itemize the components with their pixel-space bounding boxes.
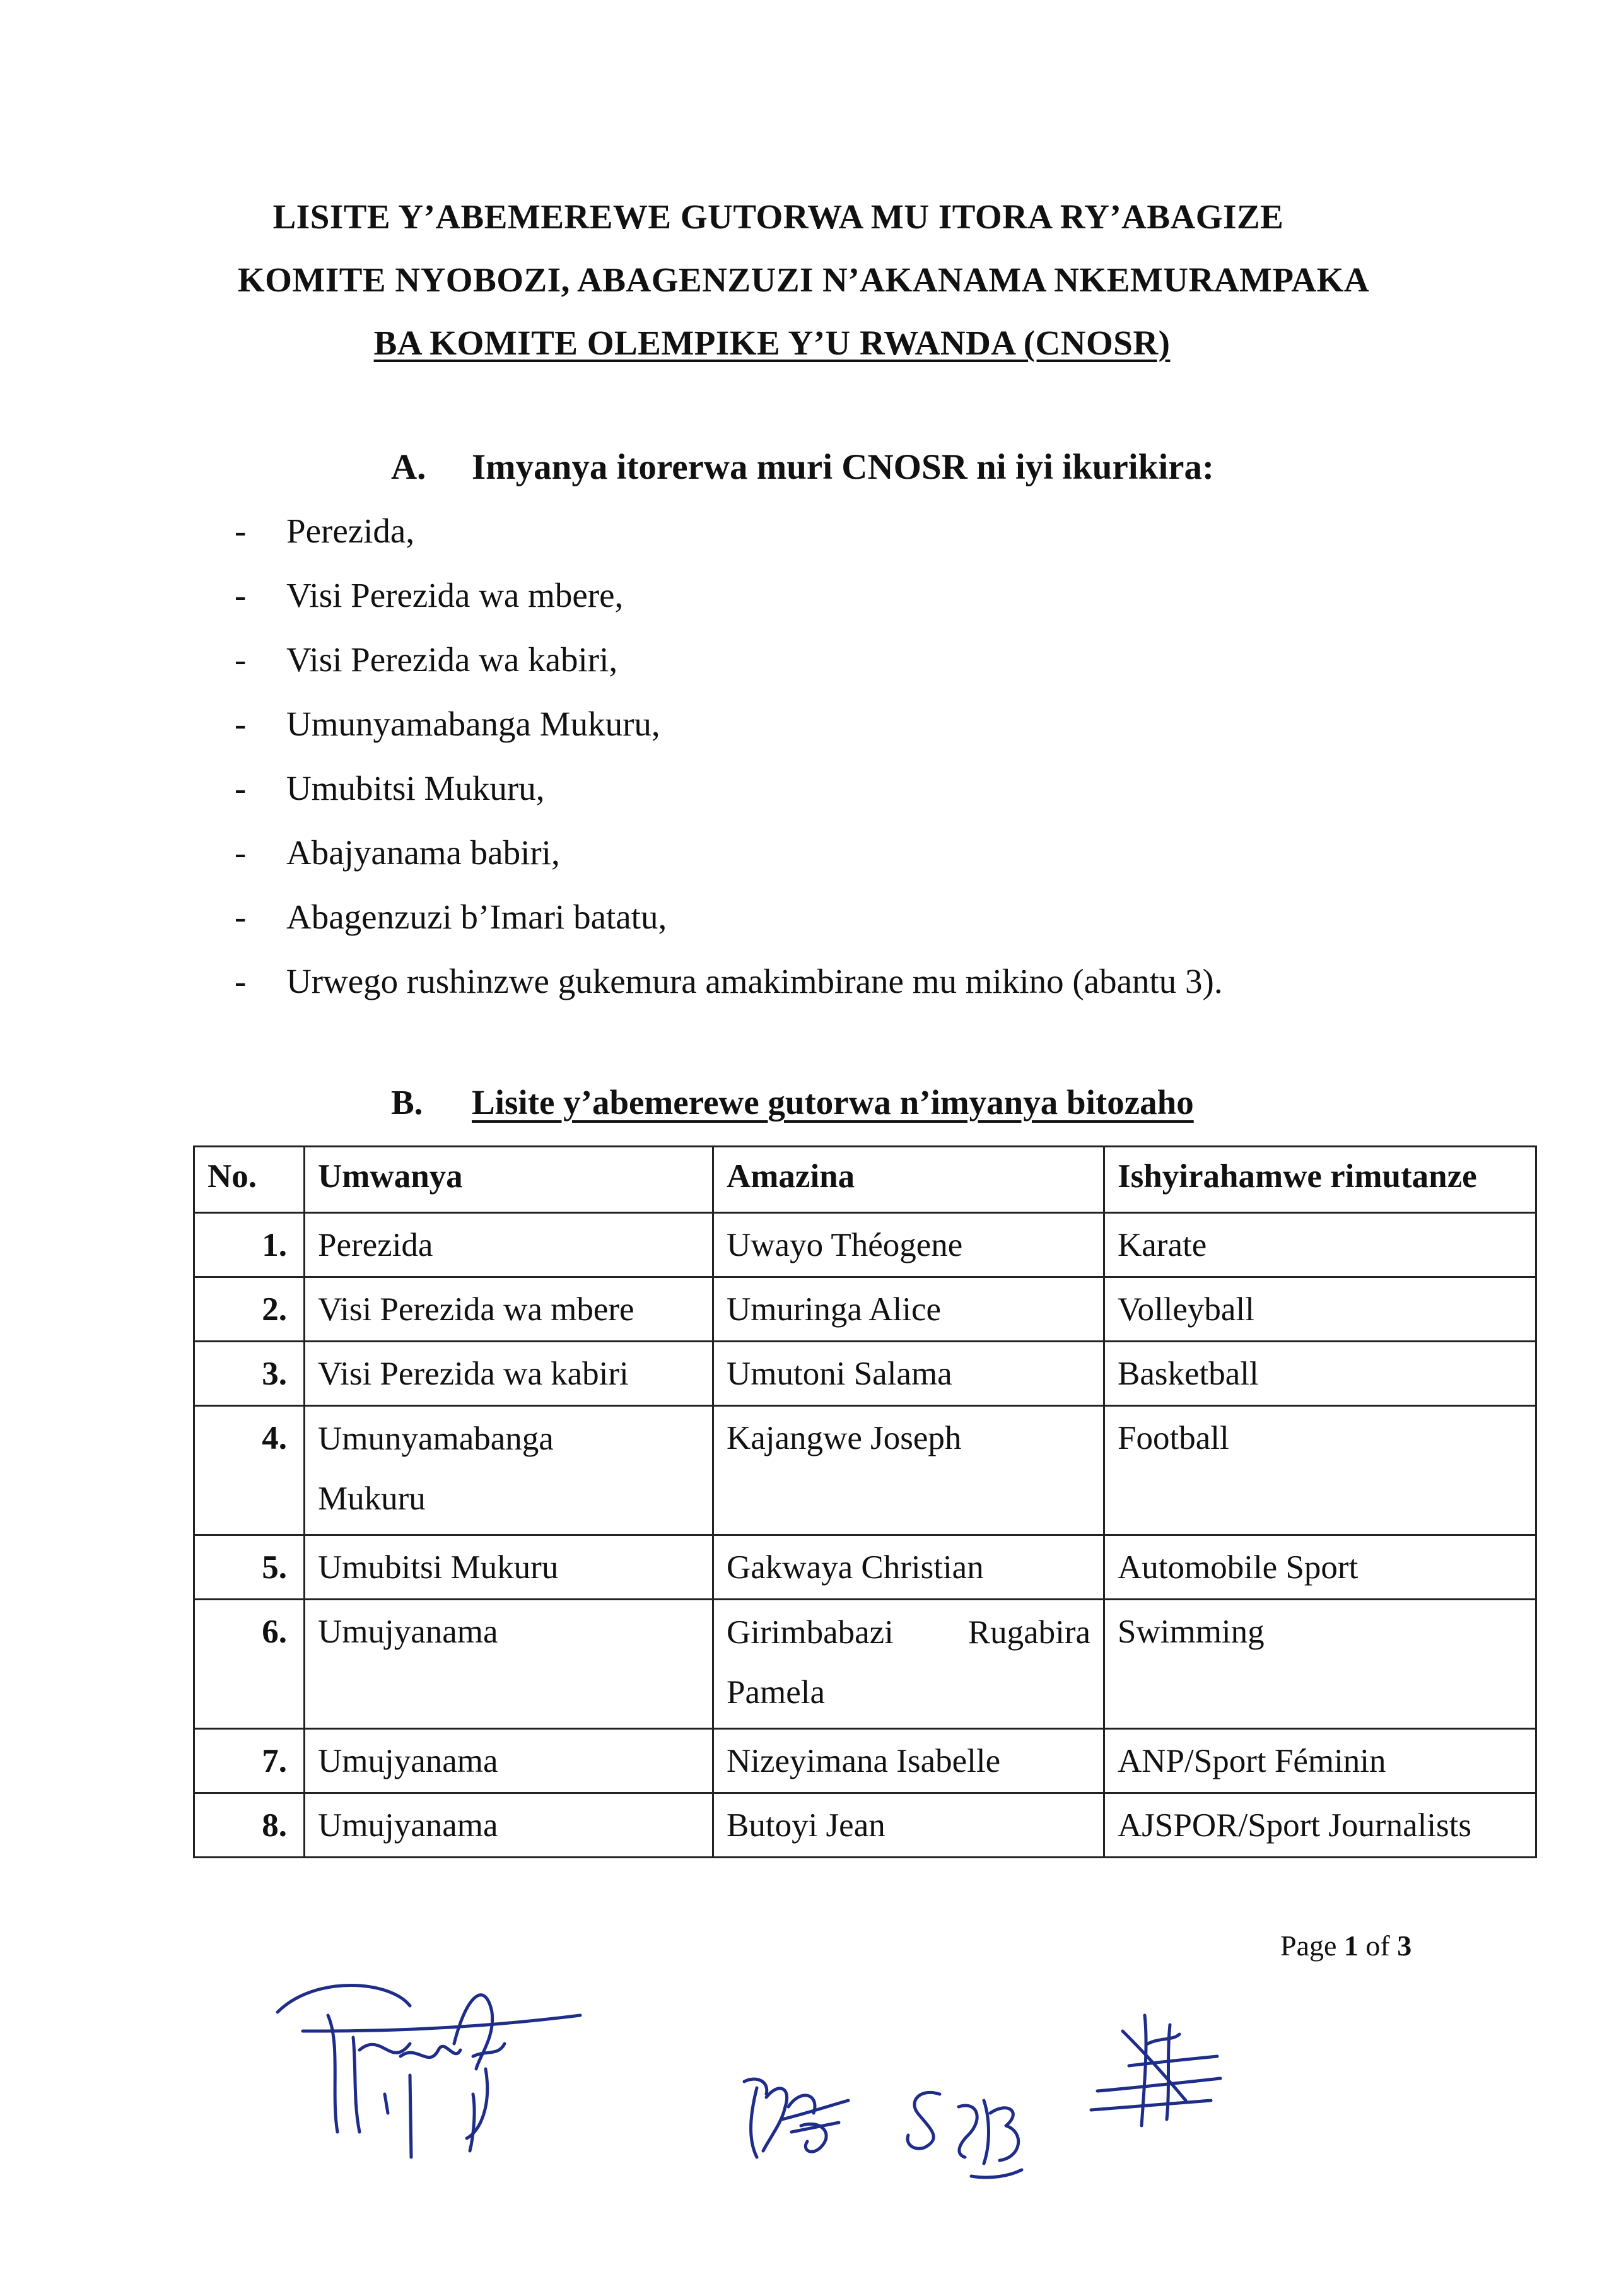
table-row (194, 1406, 1536, 1535)
cell-federation: Automobile Sport (1104, 1535, 1536, 1600)
list-item: - Abajyanama babiri, (235, 833, 560, 872)
cell-name: Gakwaya Christian (713, 1535, 1104, 1600)
section-a-heading-text: Imyanya itorerwa muri CNOSR ni iyi ikurikira: (472, 447, 1214, 487)
table-row (194, 1793, 1536, 1858)
cell-name: Umutoni Salama (713, 1342, 1104, 1406)
table-row (194, 1600, 1536, 1729)
cell-federation: AJSPOR/Sport Journalists (1104, 1793, 1536, 1858)
signature-3 (896, 2075, 1047, 2189)
signature-4 (1085, 2006, 1236, 2145)
cell-name: Nizeyimana Isabelle (713, 1729, 1104, 1793)
page-number: Page 1 of 3 (1280, 1930, 1412, 1962)
column-header-no: No. (194, 1147, 305, 1213)
list-item-text: Visi Perezida wa mbere, (286, 576, 624, 614)
section-b-label: B. (391, 1083, 423, 1122)
cell-position: Visi Perezida wa mbere (305, 1277, 713, 1342)
cell-position: Umujyanama (305, 1729, 713, 1793)
cell-position: Umujyanama (305, 1793, 713, 1858)
section-a-heading (391, 447, 1214, 488)
cell-position: Perezida (305, 1213, 713, 1277)
list-item-text: Umubitsi Mukuru, (286, 769, 545, 807)
column-header-name: Amazina (713, 1147, 1104, 1213)
cell-no: 3. (194, 1342, 305, 1406)
cell-position: Umunyamabanga Mukuru (305, 1406, 713, 1535)
cell-name: Butoyi Jean (713, 1793, 1104, 1858)
list-item: - Visi Perezida wa mbere, (235, 576, 624, 614)
signature-1 (265, 1968, 593, 2170)
table-row (194, 1535, 1536, 1600)
document-title-line-3-text: BA KOMITE OLEMPIKE Y’U RWANDA (CNOSR) (373, 324, 1171, 362)
cell-no: 1. (194, 1213, 305, 1277)
cell-federation: Basketball (1104, 1342, 1536, 1406)
cell-no: 5. (194, 1535, 305, 1600)
signature-2 (732, 2063, 858, 2170)
document-title-line-3 (0, 323, 1575, 363)
cell-federation: Football (1104, 1406, 1536, 1535)
table-row (194, 1729, 1536, 1793)
cell-federation: Swimming (1104, 1600, 1536, 1729)
table-row (194, 1213, 1536, 1277)
table-row (194, 1342, 1536, 1406)
cell-federation: Karate (1104, 1213, 1536, 1277)
list-item-text: Urwego rushinzwe gukemura amakimbirane mu mikino (abantu 3). (286, 962, 1223, 1000)
column-header-federation: Ishyirahamwe rimutanze (1104, 1147, 1536, 1213)
list-item: - Abagenzuzi b’Imari batatu, (235, 898, 667, 936)
cell-name: Girimbabazi Rugabira Pamela (713, 1600, 1104, 1729)
list-item-text: Visi Perezida wa kabiri, (286, 640, 618, 679)
list-item: - Perezida, (235, 512, 415, 550)
list-item: - Urwego rushinzwe gukemura amakimbirane mu mikino (abantu 3). (235, 962, 1223, 1000)
list-item-text: Abagenzuzi b’Imari batatu, (286, 898, 667, 936)
cell-position: Visi Perezida wa kabiri (305, 1342, 713, 1406)
cell-no: 6. (194, 1600, 305, 1729)
cell-no: 8. (194, 1793, 305, 1858)
cell-federation: Volleyball (1104, 1277, 1536, 1342)
cell-no: 7. (194, 1729, 305, 1793)
candidates-table (193, 1145, 1537, 1858)
list-item: - Umubitsi Mukuru, (235, 769, 545, 807)
section-b-heading (391, 1082, 1194, 1122)
table-row (194, 1277, 1536, 1342)
cell-name: Umuringa Alice (713, 1277, 1104, 1342)
cell-name: Kajangwe Joseph (713, 1406, 1104, 1535)
cell-federation: ANP/Sport Féminin (1104, 1729, 1536, 1793)
list-item-text: Umunyamabanga Mukuru, (286, 705, 660, 743)
document-title-line-1: LISITE Y’ABEMEREWE GUTORWA MU ITORA RY’ABAGIZE (272, 197, 1284, 236)
column-header-position: Umwanya (305, 1147, 713, 1213)
list-item-text: Perezida, (286, 512, 415, 550)
list-item: - Umunyamabanga Mukuru, (235, 705, 660, 743)
cell-name: Uwayo Théogene (713, 1213, 1104, 1277)
positions-list (235, 505, 1223, 1019)
cell-position: Umujyanama (305, 1600, 713, 1729)
list-item-text: Abajyanama babiri, (286, 833, 560, 872)
section-a-label: A. (391, 447, 426, 487)
cell-no: 4. (194, 1406, 305, 1535)
document-title-line-2: KOMITE NYOBOZI, ABAGENZUZI N’AKANAMA NKEMURAMPAKA (237, 261, 1370, 299)
cell-position: Umubitsi Mukuru (305, 1535, 713, 1600)
list-item: - Visi Perezida wa kabiri, (235, 640, 618, 679)
section-b-heading-text: Lisite y’abemerewe gutorwa n’imyanya bitozaho (472, 1083, 1194, 1122)
cell-no: 2. (194, 1277, 305, 1342)
